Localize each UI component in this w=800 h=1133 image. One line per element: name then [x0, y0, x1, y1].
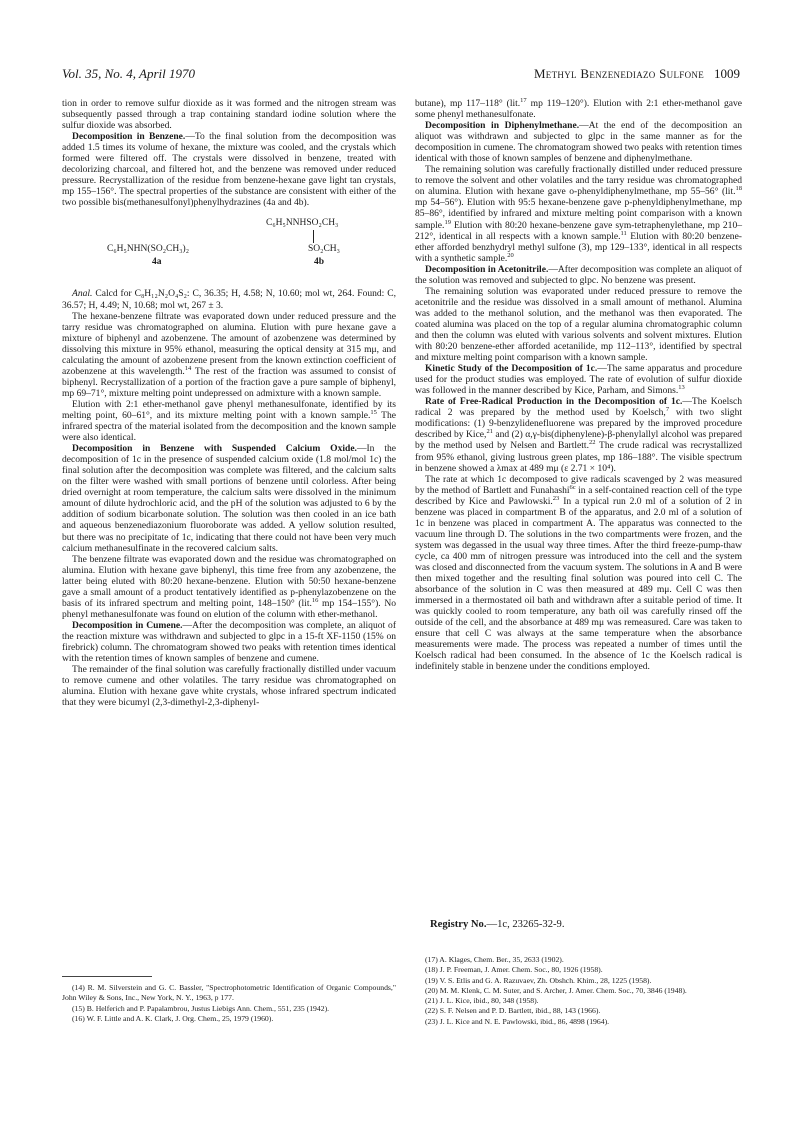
paragraph-text: and (2) α,γ-bis(diphenylene)-β-phenylallyl alcohol was prepared by the method used by Nelsen and Bartlett.: [415, 429, 742, 452]
paragraph: The remainder of the final solution was carefully fractionally distilled under vacuum to remove cumene and other volatiles. The tarry residue was chromatographed on alumina. Elution with hexane gave white crystals, whose infrared spectrum indicated that they were bicumyl (2,3-dimethyl-2,3-diphenyl-: [62, 664, 396, 709]
right-column: [415, 98, 742, 672]
paragraph-text: —The Koelsch radical 2 was prepared by the method used by Koelsch,: [415, 396, 742, 419]
section-heading: Kinetic Study of the Decomposition of 1c.: [425, 363, 598, 375]
footnote-ref: 22: [588, 439, 596, 447]
section-heading: Decomposition in Acetonitrile.: [425, 263, 549, 275]
structure-4b-top: C₆H₅NNHSO₂CH₃: [266, 218, 339, 229]
footnote: (20) M. M. Klenk, C. M. Suter, and S. Archer, J. Amer. Chem. Soc., 70, 3846 (1948).: [425, 985, 687, 995]
paragraph-text: —The same apparatus and procedure used for the product studies was employed. The rate of evolution of sulfur dioxide was followed in the manner described by Kice, Parham, and Simons.: [415, 363, 742, 397]
paragraph-text: —To the final solution from the decomposition was added 1.5 times its volume of hexane, the mixture was cooled, and the crystals which formed were filtered off. The crystals were dissolved in benzene, treated with decolorizing charcoal, and filtered hot, and the benzene was removed under reduced pressure. Recrystallization of the residue from benzene-hexane gave light tan crystals, mp 155–156°. The spectral properties of the substance are consistent with either of the two possible bis(methanesulfonyl)phenylhydrazines (4a and 4b).: [62, 131, 396, 209]
registry-label: Registry No.: [430, 919, 487, 930]
footnote-ref: 16: [311, 596, 319, 604]
footnote-ref: 7: [665, 406, 670, 414]
registry-value: —1c, 23265-32-9.: [486, 919, 565, 930]
footnotes-left: [62, 983, 396, 1024]
footnote-ref: 23: [552, 494, 560, 502]
paragraph: The remaining solution was evaporated under reduced pressure to remove the acetonitrile and the residue was dissolved in a small amount of methanol. Alumina was added to the methanol solution, and the methanol was then evaporated. The coated alumina was placed on the top of a regular alumina chromatographic column and then the column was eluted with various solvents and solvent mixtures. Elution with 80:20 benzene-ether afforded acetanilide, mp 112–113°, identified by spectral and mixture melting point comparison with a known sample.: [415, 285, 742, 364]
paragraph-text: The infrared spectra of the material isolated from the decomposition and the known sample were also identical.: [62, 409, 396, 444]
paragraph: [415, 98, 742, 120]
paragraph-text: —After decomposition was complete an aliquot of the solution was removed and subjected to glpc. No benzene was present.: [415, 263, 742, 286]
paragraph-text: in a self-contained reaction cell of the type described by Kice and Pawlowski.: [415, 484, 742, 507]
left-column: [62, 98, 396, 708]
paragraph: [415, 120, 742, 164]
paragraph-text: The hexane-benzene filtrate was evaporated down under reduced pressure and the tarry residue was chromatographed on alumina. Elution with pure hexane gave a mixture of biphenyl and azobenzene. The amount of azobenzene was determined by dissolving this mixture in 95% ethanol, measuring the optical density at 315 mμ, and calculating the amount of azobenzene present from the known extinction coefficient of azobenzene at this wavelength.: [62, 310, 396, 377]
paragraph-text: Elution with 80:20 hexane-benzene gave sym-tetraphenylethane, mp 210–212°, identical in all respects with a known sample.: [415, 219, 742, 242]
paragraph-text: Calcd for C₈H₁₂N₂O₄S₂: C, 36.35; H, 4.58; N, 10.60; mol wt, 264. Found: C, 36.57; H, 4.49; N, 10.68; mol wt, 267 ± 3.: [62, 288, 396, 311]
anal-label: Anal.: [72, 288, 93, 300]
paragraph-text: The crude radical was recrystallized from 95% ethanol, giving lustrous green plates, mp 186–188°. The visible spectrum in benzene showed a λmax at 489 mμ (ε 2.71 × 10⁴).: [415, 440, 742, 474]
paragraph-text: butane), mp 117–118° (lit.: [415, 98, 521, 109]
section-heading: Decomposition in Benzene.: [72, 131, 186, 143]
footnotes-right: [415, 955, 742, 1027]
footnote: (22) S. F. Nelsen and P. D. Bartlett, ibid., 88, 143 (1966).: [425, 1006, 601, 1016]
chemical-structures: [62, 214, 396, 278]
journal-citation: Vol. 35, No. 4, April 1970: [62, 66, 196, 81]
footnote: (21) J. L. Kice, ibid., 80, 348 (1958).: [425, 996, 539, 1006]
registry-number: [430, 919, 564, 930]
paragraph: [62, 443, 396, 553]
structure-4b-bottom: SO₂CH₃: [308, 244, 340, 255]
bond-line: [313, 230, 314, 243]
footnote: (19) V. S. Etlis and G. A. Razuvaev, Zh. Obshch. Khim., 28, 1225 (1958).: [425, 975, 652, 985]
footnote: (17) A. Klages, Chem. Ber., 35, 2633 (1902).: [425, 955, 564, 964]
page-header: [62, 66, 740, 86]
paragraph: [62, 399, 396, 443]
footnote: (14) R. M. Silverstein and G. C. Bassler, "Spectrophotometric Identification of Organic Compounds," John Wiley & Sons, Inc., New York, N. Y., 1963, p 177.: [62, 983, 396, 1003]
paragraph: [62, 311, 396, 399]
footnote-ref: 20: [507, 251, 514, 259]
section-heading: Rate of Free-Radical Production in the Decomposition of 1c.: [425, 396, 683, 408]
paragraph: [415, 264, 742, 286]
footnote-ref: 18: [735, 185, 742, 193]
footnote-ref: 17: [520, 96, 527, 104]
paragraph: [415, 363, 742, 396]
paragraph-text: The benzene filtrate was evaporated down and the residue was chromatographed on alumina. Elution with hexane gave biphenyl, this time free from any azobenzene, the latter being eluted with 80:20 hexane-benzene. Elution with 50:50 hexane-benzene gave a small amount of a product tentatively identified as p-phenylazobenzene on the basis of its infrared spectrum and melting point, 148–150° (lit.: [62, 553, 396, 609]
paragraph-text: Elution with 2:1 ether-methanol gave phenyl methanesulfonate, identified by its melting point, 60–61°, and its mixture melting point with a known sample.: [62, 398, 396, 421]
structure-label-4b: 4b: [314, 257, 325, 268]
structure-label-4a: 4a: [152, 257, 162, 268]
footnote-rule: [62, 976, 152, 977]
paragraph-text: —After the decomposition was complete, an aliquot of the reaction mixture was withdrawn and subjected to glpc in a 15-ft XF-1150 (15% on firebrick) column. The chromatogram showed two peaks with retention times identical with the retention times of known samples of benzene and cumene.: [62, 619, 396, 665]
paragraph-text: —At the end of the decomposition an aliquot was withdrawn and subjected to glpc in the same manner as for the decomposition in cumene. The chromatogram showed two peaks with retention times identical with those of known samples of benzene and diphenylmethane.: [415, 120, 742, 165]
footnote: (16) W. F. Little and A. K. Clark, J. Org. Chem., 25, 1979 (1960).: [72, 1013, 274, 1023]
paragraph: [415, 474, 742, 673]
page-number: 1009: [714, 66, 740, 81]
paragraph-text: —In the decomposition of 1c in the presence of suspended calcium oxide (1.8 mol/mol 1c) the final solution after the decomposition was complete was filtered, and the calcium salts on the filter were washed with small portions of benzene until colorless. After being dried overnight at room temperature, the calcium salts were dissolved in the minimum amount of dilute hydrochloric acid, and the pH of the solution was adjusted to 6 by the addition of sodium bicarbonate solution. The solution was then cooled in an ice bath and aqueous benzenediazonium fluoroborate was added. A yellow solution resulted, but there was no precipitate of 1c, indicating that there could not have been very much calcium methanesulfinate in the recovered calcium salts.: [62, 443, 396, 554]
paragraph-text: mp 154–155°). No phenyl methanesulfonate was found on elution of the column with ether-methanol.: [62, 597, 396, 620]
paragraph: tion in order to remove sulfur dioxide as it was formed and the nitrogen stream was subsequently passed through a trap containing standard iodine solution where the sulfur dioxide was absorbed.: [62, 98, 396, 132]
footnote: (15) B. Helferich and P. Papalambrou, Justus Liebigs Ann. Chem., 551, 235 (1942).: [72, 1003, 330, 1013]
footnote-ref: 6c: [569, 483, 576, 491]
paragraph: [62, 131, 396, 208]
footnote-ref: 13: [678, 384, 685, 392]
paragraph-text: Elution with 80:20 benzene-ether afforded benzhydryl methyl sulfone (3), mp 129–133°, identical in all respects with a synthetic sample.: [415, 230, 742, 264]
footnote-ref: 11: [620, 229, 627, 237]
paragraph-text: In a typical run 2.0 ml of a solution of 2 in benzene was placed in compartment B of the apparatus, and 2.0 ml of a solution of 1c in benzene was placed in compartment A. The apparatus was connected to the vacuum line through D. The solutions in the two compartments were frozen, and the system was degassed in the usual way three times. After the third freeze-pump-thaw cycle, ca 400 mm of nitrogen pressure was introduced into the cell and the system was closed and disconnected from the vacuum system. The solutions in A and B were then mixed together and the resulting final solution was poured into cell C. The absorbance of the solution in C was then measured at 489 mμ. Cell C was then immersed in a thermostated oil bath and withdrawn after a suitable period of time. It was quickly cooled to room temperature, any bath oil was carefully rinsed off the outside of the cell, and the absorbance at 489 mμ was remeasured. Care was taken to ensure that cell C was always at the same temperature when the absorbance measurements were made. The process was repeated a number of times until the Koelsch radical had been consumed. In the absence of 1c the Koelsch radical is indefinitely stable in benzene under the conditions employed.: [415, 495, 742, 673]
footnote-ref: 14: [184, 364, 192, 372]
footnote-ref: 21: [486, 428, 493, 436]
section-heading: Decomposition in Diphenylmethane.: [425, 120, 580, 132]
running-title: Methyl Benzenediazo Sulfone: [533, 66, 704, 81]
structure-4a: C₆H₅NHN(SO₂CH₃)₂: [107, 244, 190, 255]
header-right: [534, 66, 740, 82]
footnote-ref: 19: [444, 218, 451, 226]
paragraph: [415, 396, 742, 473]
paragraph-text: mp 119–120°). Elution with 2:1 ether-methanol gave some phenyl methanesulfonate.: [415, 98, 742, 121]
footnote: (23) J. L. Kice and N. E. Pawlowski, ibid., 86, 4898 (1964).: [425, 1016, 610, 1026]
paragraph: [62, 620, 396, 664]
footnote-ref: 15: [370, 408, 377, 416]
paragraph-text: with two slight modifications: (1) 9-benzylidenefluorene was prepared by the improved procedure described by Kice,: [415, 407, 742, 441]
footnote: (18) J. P. Freeman, J. Amer. Chem. Soc., 80, 1926 (1958).: [425, 965, 603, 975]
paragraph: [415, 164, 742, 263]
paragraph-text: The rate at which 1c decomposed to give radicals scavenged by 2 was measured by the method of Bartlett and Funahashi: [415, 473, 742, 496]
paragraph-text: The remaining solution was carefully fractionally distilled under reduced pressure to remove the solvent and other volatiles and the tarry residue was chromatographed on alumina. Elution with hexane gave o-phenyldiphenylmethane, mp 55–56° (lit.: [415, 164, 742, 198]
section-heading: Decomposition in Benzene with Suspended Calcium Oxide.: [72, 443, 357, 455]
paragraph: [62, 288, 396, 310]
paragraph: [62, 554, 396, 620]
paragraph-text: The rest of the fraction was assumed to consist of biphenyl. Recrystallization of a portion of the fraction gave a pure sample of biphenyl, mp 69–71°, mixture melting point undepressed on admixture with a known sample.: [62, 365, 396, 399]
section-heading: Decomposition in Cumene.: [72, 619, 183, 631]
paragraph-text: mp 54–56°). Elution with 95:5 hexane-benzene gave p-phenyldiphenylmethane, mp 85–86°, identified by infrared and mixture melting point comparison with a known sample.: [415, 197, 742, 231]
